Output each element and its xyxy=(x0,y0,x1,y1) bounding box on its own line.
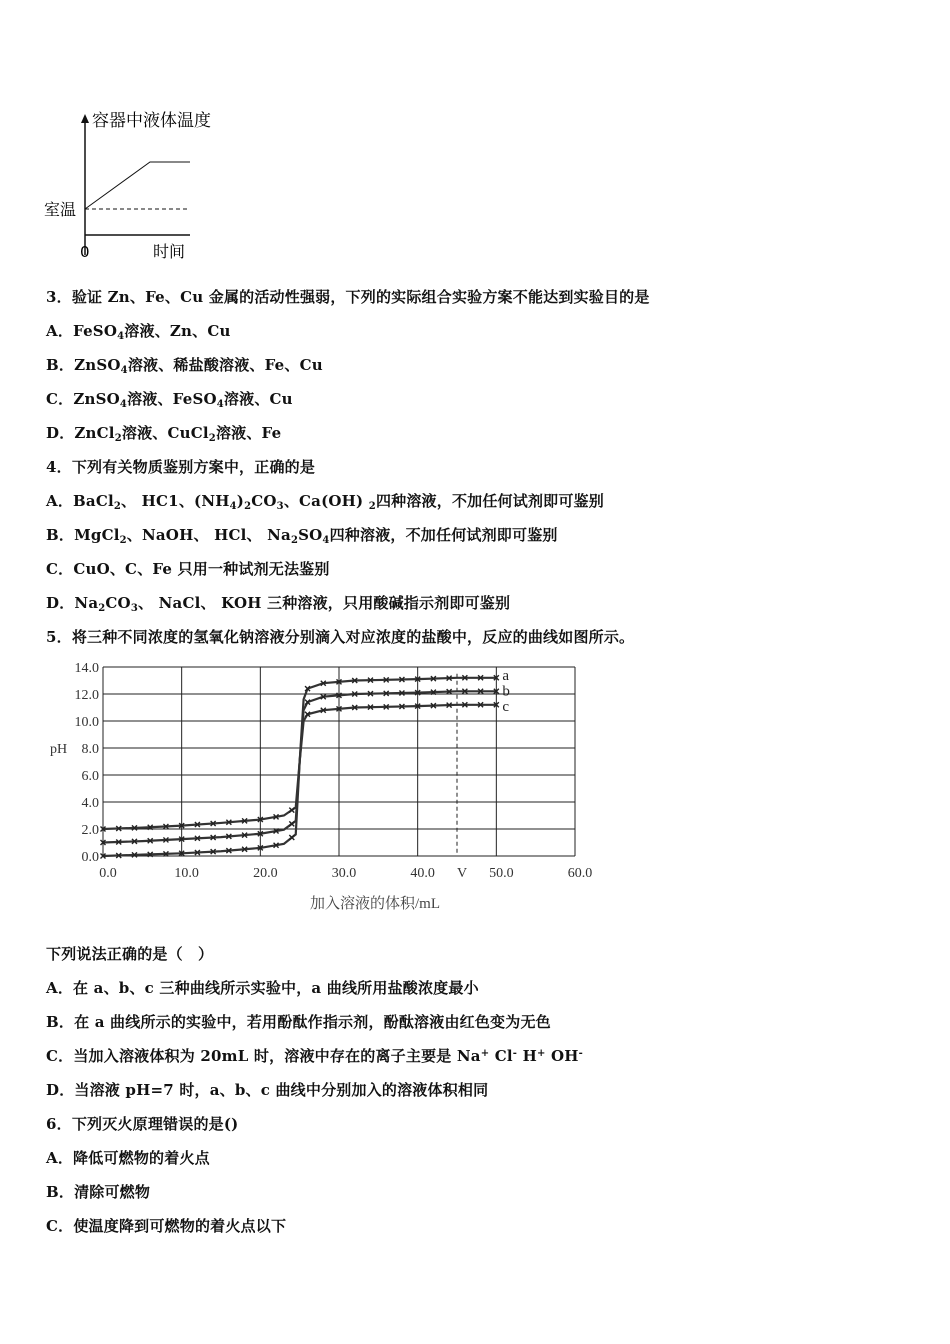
q3-stem: 3．验证 Zn、Fe、Cu 金属的活动性强弱，下列的实际组合实验方案不能达到实验目的是 xyxy=(46,288,650,306)
y-tick-label: 14.0 xyxy=(74,661,99,676)
x-tick-label: 10.0 xyxy=(174,866,199,881)
q3-option-d: D．ZnCl$_2$溶液、CuCl$_2$溶液、Fe xyxy=(46,424,282,444)
origin-label: 0 xyxy=(80,243,90,261)
x-tick-label: 0.0 xyxy=(99,866,117,881)
q5-option-a: A．在 a、b、c 三种曲线所示实验中，a 曲线所用盐酸浓度最小 xyxy=(46,979,479,997)
y-axis-title: pH xyxy=(50,742,68,757)
q3-option-c: C．ZnSO$_4$溶液、FeSO$_4$溶液、Cu xyxy=(46,390,293,410)
x-tick-label: 40.0 xyxy=(410,866,435,881)
x-tick-label: 60.0 xyxy=(567,866,593,881)
x-tick-label: 20.0 xyxy=(253,866,278,881)
temperature-curve xyxy=(85,162,190,209)
y-tick-label: 2.0 xyxy=(81,823,99,838)
y-tick-label: 12.0 xyxy=(74,688,99,703)
q5-option-c: C．当加入溶液体积为 20mL 时，溶液中存在的离子主要是 Na+ Cl- H+ OH- xyxy=(46,1047,583,1065)
series-line-c xyxy=(103,705,496,829)
series-label-a: a xyxy=(502,667,510,684)
q3-option-a: A．FeSO$_4$溶液、Zn、Cu xyxy=(46,322,231,342)
q4-option-b: B．MgCl$_2$、NaOH、 HCl、 $Na_2SO_4$四种溶液，不加任何试剂即可鉴别 xyxy=(46,526,558,546)
y-axis-arrow xyxy=(81,114,89,123)
ph-chart-svg xyxy=(40,655,620,920)
x-tick-label: V xyxy=(456,866,468,881)
series-label-c: c xyxy=(502,698,510,715)
temperature-figure xyxy=(40,105,230,265)
x-axis-label: 时间 xyxy=(153,242,186,261)
q4-option-a: A．BaCl$_2$、 HC1、$(NH_4)_2CO_3$、Ca(OH) $_2$四种溶液，不加任何试剂即可鉴别 xyxy=(46,492,604,512)
series-label-b: b xyxy=(502,683,510,700)
x-tick-label: 30.0 xyxy=(331,866,357,881)
y-axis-label: 容器中液体温度 xyxy=(92,111,211,131)
x-tick-label: 50.0 xyxy=(489,866,514,881)
q4-option-d: D．$Na_2CO_3$、 NaCl、 KOH 三种溶液，只用酸碱指示剂即可鉴别 xyxy=(46,594,511,614)
q4-option-c: C．CuO、C、Fe 只用一种试剂无法鉴别 xyxy=(46,560,330,578)
x-axis-title: 加入溶液的体积/mL xyxy=(310,896,440,912)
q4-stem: 4．下列有关物质鉴别方案中，正确的是 xyxy=(46,458,316,476)
q6-stem: 6．下列灭火原理错误的是() xyxy=(46,1115,239,1133)
q5-stem: 5．将三种不同浓度的氢氧化钠溶液分别滴入对应浓度的盐酸中，反应的曲线如图所示。 xyxy=(46,628,635,646)
y-tick-label: 8.0 xyxy=(81,742,99,757)
q5-ask: 下列说法正确的是（ ） xyxy=(46,945,214,963)
y-tick-label: 10.0 xyxy=(74,715,99,730)
room-temp-label: 室温 xyxy=(44,200,77,219)
y-tick-label: 0.0 xyxy=(81,850,99,865)
q5-option-d: D．当溶液 pH=7 时，a、b、c 曲线中分别加入的溶液体积相同 xyxy=(46,1081,489,1099)
ph-chart xyxy=(40,655,620,920)
temperature-graph xyxy=(40,105,230,265)
q5-option-b: B．在 a 曲线所示的实验中，若用酚酞作指示剂，酚酞溶液由红色变为无色 xyxy=(46,1013,551,1031)
q6-option-b: B．清除可燃物 xyxy=(46,1183,151,1201)
y-tick-label: 4.0 xyxy=(81,796,99,811)
q6-option-a: A．降低可燃物的着火点 xyxy=(46,1149,210,1167)
q6-option-c: C．使温度降到可燃物的着火点以下 xyxy=(46,1217,287,1235)
y-tick-label: 6.0 xyxy=(81,769,99,784)
q3-option-b: B．ZnSO$_4$溶液、稀盐酸溶液、Fe、Cu xyxy=(46,356,323,376)
